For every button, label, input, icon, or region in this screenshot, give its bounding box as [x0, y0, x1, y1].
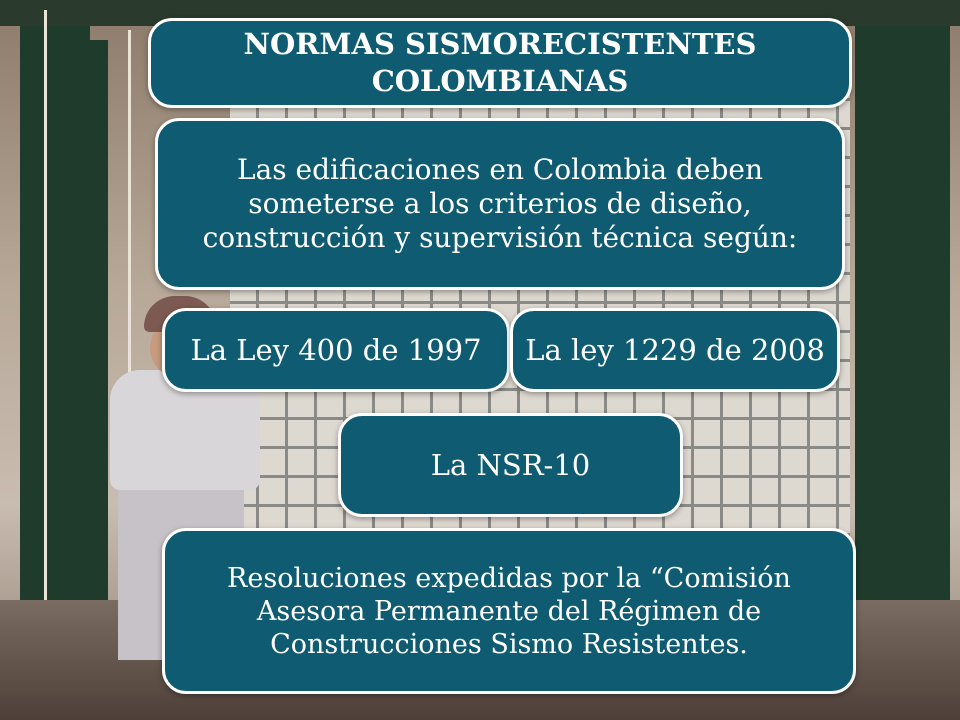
law-1229-text: La ley 1229 de 2008: [525, 333, 825, 367]
intro-box: [155, 118, 845, 290]
intro-text: Las edificaciones en Colombia deben someterse a los criterios de diseño, construcción y supervisión técnica según:: [202, 153, 798, 254]
slide-title-text: NORMAS SISMORECISTENTES COLOMBIANAS: [243, 27, 757, 98]
law-400-text: La Ley 400 de 1997: [190, 333, 482, 367]
slide-title: [148, 18, 852, 108]
nsr-10-text: La NSR-10: [430, 448, 591, 482]
law-1229-box: [510, 308, 840, 392]
resolutions-text: Resoluciones expedidas por la “Comisión Asesora Permanente del Régimen de Construcciones Sismo Resistentes.: [227, 562, 791, 660]
rope: [44, 10, 47, 610]
resolutions-box: [162, 528, 856, 694]
law-400-box: [162, 308, 510, 392]
nsr-10-box: [338, 413, 683, 517]
